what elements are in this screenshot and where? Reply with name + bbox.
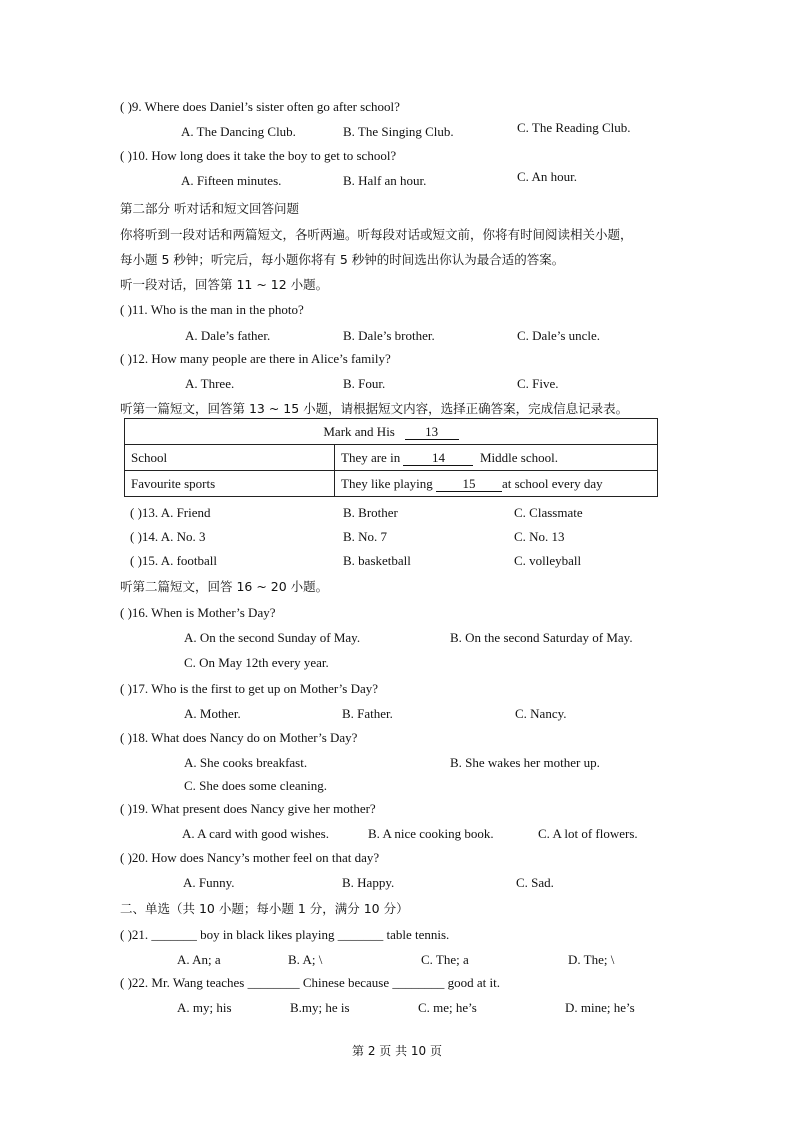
q21-option-a: A. An; a (177, 952, 221, 967)
table-header-cell (125, 419, 658, 445)
passage1-heading: 听第一篇短文，回答第 13 ~ 15 小题，请根据短文内容，选择正确答案，完成信息记录表。 (120, 401, 629, 416)
q21-option-c: C. The; a (421, 952, 469, 967)
q22-option-c: C. me; he’s (418, 1000, 477, 1015)
table-row (125, 471, 658, 497)
q10-option-c: C. An hour. (517, 169, 577, 184)
blank-15: 15 (436, 477, 502, 492)
q17-option-b: B. Father. (342, 706, 393, 721)
question-13: ( )13. A. Friend (130, 505, 211, 520)
q14-option-c: C. No. 13 (514, 529, 565, 544)
table-value-sports (335, 471, 658, 497)
part2-instruction-2: 每小题 5 秒钟；听完后，每小题你将有 5 秒钟的时间选出你认为最合适的答案。 (120, 252, 565, 267)
q18-option-c: C. She does some cleaning. (184, 778, 327, 793)
q9-option-a: A. The Dancing Club. (181, 124, 296, 139)
row1-prefix: They are in (341, 449, 401, 465)
q11-option-b: B. Dale’s brother. (343, 328, 435, 343)
part2-title: 第二部分 听对话和短文回答问题 (120, 201, 299, 216)
q22-option-a: A. my; his (177, 1000, 232, 1015)
question-21: ( )21. _______ boy in black likes playing _______ table tennis. (120, 927, 450, 942)
row2-suffix: at school every day (501, 475, 603, 491)
q16-option-b: B. On the second Saturday of May. (450, 630, 633, 645)
q19-option-a: A. A card with good wishes. (182, 826, 329, 841)
row2-prefix: They like playing (341, 475, 433, 491)
question-17: ( )17. Who is the first to get up on Mother’s Day? (120, 681, 379, 696)
question-9: ( )9. Where does Daniel’s sister often go after school? (120, 99, 400, 114)
question-14: ( )14. A. No. 3 (130, 529, 206, 544)
question-19: ( )19. What present does Nancy give her mother? (120, 801, 376, 816)
question-18: ( )18. What does Nancy do on Mother’s Day? (120, 730, 358, 745)
q16-option-a: A. On the second Sunday of May. (184, 630, 361, 645)
question-15: ( )15. A. football (130, 553, 218, 568)
row1-suffix: Middle school. (479, 449, 558, 465)
q18-option-b: B. She wakes her mother up. (450, 755, 600, 770)
blank-13: 13 (405, 425, 459, 440)
q14-option-b: B. No. 7 (343, 529, 388, 544)
section2-title: 二、单选（共 10 小题；每小题 1 分，满分 10 分） (120, 901, 409, 916)
q15-option-b: B. basketball (343, 553, 411, 568)
page-footer: 第 2 页 共 10 页 (352, 1044, 442, 1058)
q22-option-b: B.my; he is (290, 1000, 350, 1015)
q12-option-b: B. Four. (343, 376, 386, 391)
q19-option-c: C. A lot of flowers. (538, 826, 638, 841)
q9-option-b: B. The Singing Club. (343, 124, 454, 139)
q17-option-a: A. Mother. (184, 706, 241, 721)
table-label-school: School (125, 445, 335, 471)
question-16: ( )16. When is Mother’s Day? (120, 605, 276, 620)
table-row (125, 445, 658, 471)
q13-option-b: B. Brother (343, 505, 398, 520)
q16-option-c: C. On May 12th every year. (184, 655, 329, 670)
passage2-heading: 听第二篇短文，回答 16 ~ 20 小题。 (120, 579, 329, 594)
q11-option-a: A. Dale’s father. (185, 328, 271, 343)
q20-option-a: A. Funny. (183, 875, 235, 890)
q9-option-c: C. The Reading Club. (517, 120, 631, 135)
table-value-school (335, 445, 658, 471)
q10-option-a: A. Fifteen minutes. (181, 173, 282, 188)
table-label-sports: Favourite sports (125, 471, 335, 497)
info-record-table (124, 418, 658, 497)
q11-option-c: C. Dale’s uncle. (517, 328, 601, 343)
blank-14: 14 (403, 451, 473, 466)
part2-instruction-1: 你将听到一段对话和两篇短文，各听两遍。听每段对话或短文前，你将有时间阅读相关小题， (120, 227, 633, 242)
q18-option-a: A. She cooks breakfast. (184, 755, 308, 770)
question-10: ( )10. How long does it take the boy to get to school? (120, 148, 397, 163)
q10-option-b: B. Half an hour. (343, 173, 427, 188)
q12-option-c: C. Five. (517, 376, 559, 391)
table-row (125, 419, 658, 445)
q13-option-c: C. Classmate (514, 505, 583, 520)
q20-option-c: C. Sad. (516, 875, 554, 890)
question-11: ( )11. Who is the man in the photo? (120, 302, 304, 317)
dialog-heading: 听一段对话，回答第 11 ~ 12 小题。 (120, 277, 329, 292)
q21-option-b: B. A; \ (288, 952, 323, 967)
q17-option-c: C. Nancy. (515, 706, 567, 721)
q19-option-b: B. A nice cooking book. (368, 826, 494, 841)
q12-option-a: A. Three. (185, 376, 235, 391)
question-12: ( )12. How many people are there in Alice’s family? (120, 351, 391, 366)
q22-option-d: D. mine; he’s (565, 1000, 635, 1015)
question-22: ( )22. Mr. Wang teaches ________ Chinese because ________ good at it. (120, 975, 500, 990)
q21-option-d: D. The; \ (568, 952, 615, 967)
table-header-text: Mark and His (323, 423, 395, 439)
q20-option-b: B. Happy. (342, 875, 395, 890)
q15-option-c: C. volleyball (514, 553, 582, 568)
question-20: ( )20. How does Nancy’s mother feel on that day? (120, 850, 380, 865)
